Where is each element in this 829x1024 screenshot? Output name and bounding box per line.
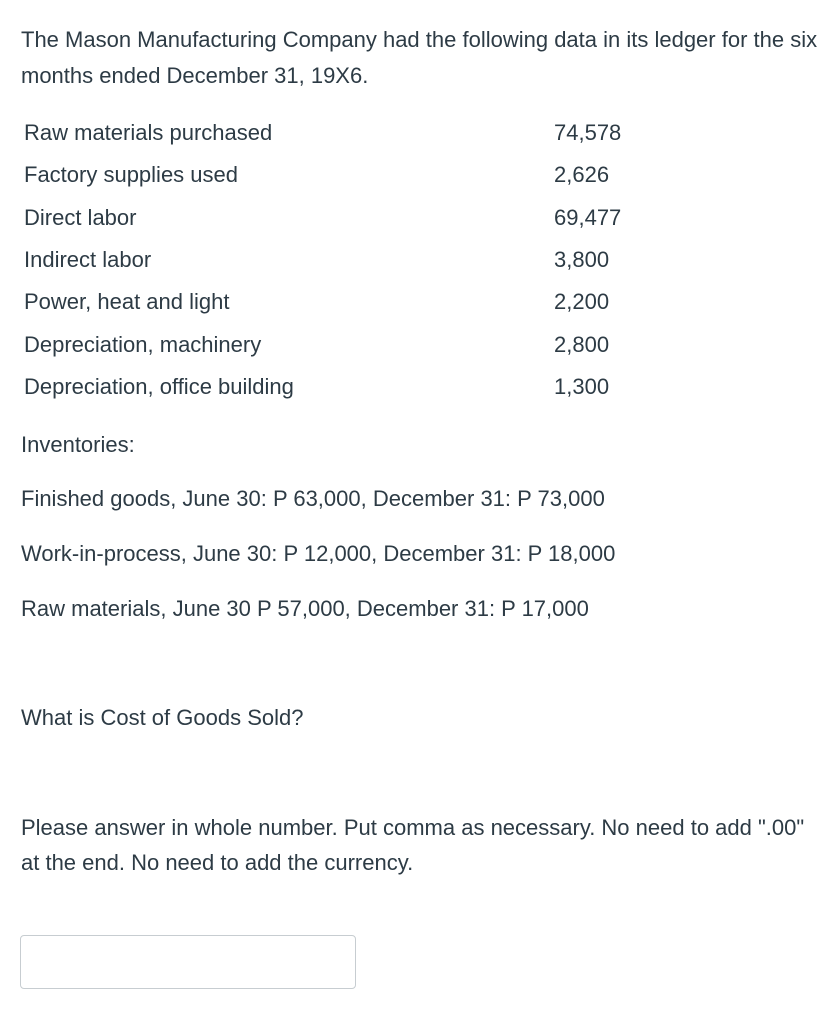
inventory-finished-goods: Finished goods, June 30: P 63,000, December 31: P 73,000 xyxy=(21,486,605,511)
ledger-row xyxy=(21,281,621,323)
ledger-label: Power, heat and light xyxy=(24,289,230,315)
ledger-amount: 2,800 xyxy=(554,331,610,357)
ledger-amount: 2,200 xyxy=(554,289,610,315)
inventory-raw-materials: Raw materials, June 30 P 57,000, December 31: P 17,000 xyxy=(21,596,589,621)
ledger-amount: 3,800 xyxy=(554,247,610,273)
ledger-amount: 69,477 xyxy=(554,204,622,230)
ledger-row xyxy=(21,239,621,281)
question-intro: The Mason Manufacturing Company had the following data in its ledger for the six months ended December 31, 19X6. xyxy=(21,27,818,88)
ledger-label: Depreciation, machinery xyxy=(24,331,262,357)
ledger-amount: 2,626 xyxy=(554,162,610,188)
answer-instructions: Please answer in whole number. Put comma as necessary. No need to add ".00" at the end. No need to add the currency. xyxy=(21,815,805,875)
ledger-row xyxy=(21,112,621,154)
inventory-work-in-process: Work-in-process, June 30: P 12,000, December 31: P 18,000 xyxy=(21,541,616,566)
ledger-label: Indirect labor xyxy=(24,247,152,273)
ledger-row xyxy=(21,323,621,365)
ledger-amount: 74,578 xyxy=(554,120,622,146)
ledger-table xyxy=(21,112,621,408)
answer-input[interactable] xyxy=(20,935,356,989)
inventories-heading: Inventories: xyxy=(21,432,135,457)
ledger-row xyxy=(21,366,621,408)
ledger-row xyxy=(21,154,621,196)
ledger-label: Depreciation, office building xyxy=(24,373,294,399)
ledger-label: Raw materials purchased xyxy=(24,120,273,146)
ledger-label: Factory supplies used xyxy=(24,162,238,188)
question-prompt: What is Cost of Goods Sold? xyxy=(21,705,304,730)
ledger-amount: 1,300 xyxy=(554,373,610,399)
ledger-label: Direct labor xyxy=(24,204,137,230)
ledger-row xyxy=(21,197,621,239)
